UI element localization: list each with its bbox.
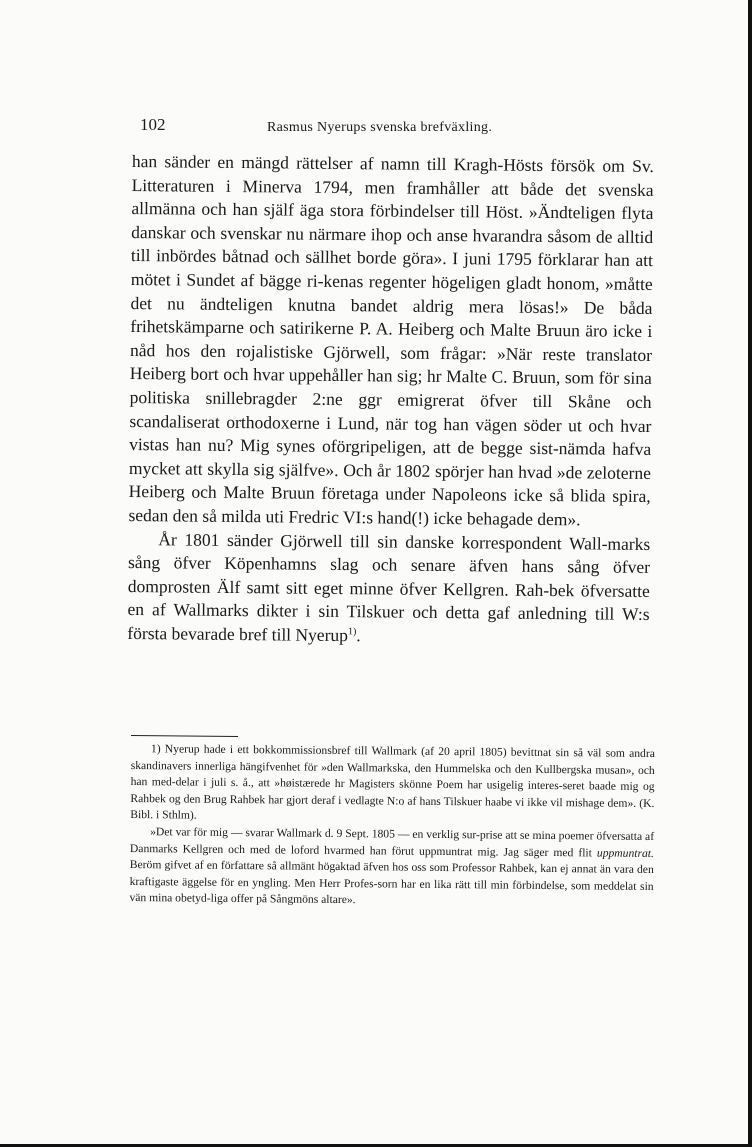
running-title: Rasmus Nyerups svenska brefväxling. xyxy=(267,120,493,135)
scan-right-border xyxy=(748,0,752,1147)
footnote-divider xyxy=(131,735,238,737)
footnotes xyxy=(129,741,655,912)
page-number: 102 xyxy=(140,115,166,134)
footnote-reference[interactable]: 1) xyxy=(347,626,357,638)
footnote-1 xyxy=(130,741,655,829)
paragraph-1: han sänder en mängd rättelser af namn till Kragh-Hösts försök om Sv. Litteraturen i Minerva 1794, men framhåller att både det svenska allmänna och han själf äga stora förbindelser till Höst. »Ändteligen flyta danskar och svenskar nu närmare ihop och anse hvarandra såsom de alltid till inbördes båtnad och sällhet borde göra». I juni 1795 förklarar han att mötet i Sundet af bägge ri-kenas regenter högeligen gladt honom, »måtte det nu ändteligen knutna bandet aldrig mera lösas!» De båda frihetskämparne och satirikerne P. A. Heiberg och Malte Bruun äro icke i nåd hos den rojalistiske Gjörwell, som frågar: »När reste translator Heiberg bort och hvar uppehåller han sig; hr Malte C. Bruun, som för sina politiska snillebragder 2:ne ggr emigrerat öfver till Skåne och scandaliserat orthodoxerne i Lund, när tog han vägen söder ut och hvar vistas han nu? Mig synes oförgripeligen, att de begge sist-nämda hafva mycket att skylla sig själfve». Och år 1802 spörjer han hvad »de zeloterne Heiberg och Malte Bruun företaga under Napoleons icke så blida spira, sedan den så milda uti Fredric VI:s hand(!) icke behagade dem». xyxy=(128,150,654,530)
footnote-1-cont-b: Beröm gifvet af en författare så allmänt högaktad äfven hos oss som Professor Rahbek, kan ej annat än vara den kraftigaste äggelse för en yngling. Men Herr Profes-sorn har en lika rätt till min förbindelse, som meddelat sin vän mina obetyd-liga offer på Sångmöns altare». xyxy=(129,858,654,907)
paragraph-2 xyxy=(127,527,650,650)
footnote-1-continuation xyxy=(129,824,654,912)
footnote-1-text: Nyerup hade i ett bokkommissionsbref till Wallmark (af 20 april 1805) bevittnat sin så väl som andra skandinavers innerliga hängifvenhet för »den Wallmarkska, den Hummelska och den Kullbergska musan», och han med-delar i juli s. å., att »høistærede hr Magisters skönne Poem har usigelig interes-seret baade mig og Rahbek og den Brug Rahbek har gjort deraf i vedlagte N:o af hans Tilskuer haabe vi ikke vil mishage dem». (K. Bibl. i Sthlm). xyxy=(130,742,655,823)
paragraph-2-text: År 1801 sänder Gjörwell till sin danske korrespondent Wall-marks sång öfver Köpenhamns slag och senare äfven hans sång öfver domprosten Älf samt sitt eget minne öfver Kellgren. Rah-bek öfversatte en af Wallmarks dikter i sin Tilskuer och detta gaf anledning till W:s första bevarade bref till Nyerup xyxy=(127,528,651,645)
footnote-1-marker: 1) xyxy=(150,742,161,756)
footnote-1-cont-a: »Det var för mig — svarar Wallmark d. 9 Sept. 1805 — en verklig sur-prise att se mina poemer öfversatta af Danmarks Kellgren och med de loford hvarmed han förut uppmuntrat mig. Jag säger med flit xyxy=(129,825,655,860)
paragraph-2-end: . xyxy=(356,625,361,646)
footnote-1-emphasis: uppmuntrat. xyxy=(596,846,655,860)
page-header xyxy=(130,112,660,138)
main-text xyxy=(127,150,654,650)
